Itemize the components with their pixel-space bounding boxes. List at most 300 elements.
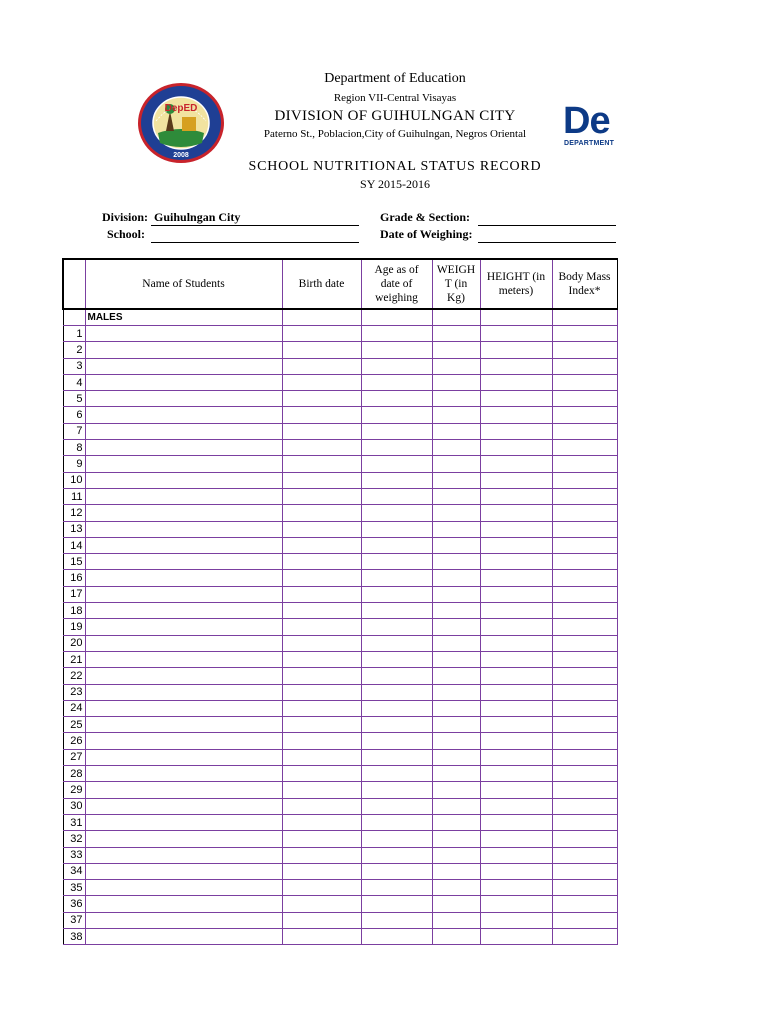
weight-cell[interactable] [432, 374, 480, 390]
weight-cell[interactable] [432, 717, 480, 733]
weight-cell[interactable] [432, 342, 480, 358]
birth-date-cell[interactable] [282, 326, 361, 342]
division-underline [151, 225, 359, 226]
birth-date-cell[interactable] [282, 391, 361, 407]
height-cell[interactable] [480, 798, 552, 814]
student-name-cell[interactable] [85, 342, 282, 358]
bmi-cell[interactable] [552, 863, 617, 879]
row-number: 37 [63, 912, 85, 928]
table-row [63, 912, 617, 928]
weight-cell[interactable] [432, 537, 480, 553]
table-cell [552, 309, 617, 326]
bmi-cell[interactable] [552, 326, 617, 342]
height-cell[interactable] [480, 684, 552, 700]
height-cell[interactable] [480, 717, 552, 733]
bmi-cell[interactable] [552, 896, 617, 912]
age-cell[interactable] [361, 635, 432, 651]
height-cell[interactable] [480, 700, 552, 716]
weight-cell[interactable] [432, 782, 480, 798]
age-cell[interactable] [361, 912, 432, 928]
student-name-cell[interactable] [85, 603, 282, 619]
birth-date-cell[interactable] [282, 570, 361, 586]
student-name-cell[interactable] [85, 700, 282, 716]
row-number: 6 [63, 407, 85, 423]
weight-cell[interactable] [432, 798, 480, 814]
student-name-cell[interactable] [85, 635, 282, 651]
height-cell[interactable] [480, 537, 552, 553]
col-header-birthdate: Birth date [282, 259, 361, 309]
student-name-cell[interactable] [85, 374, 282, 390]
row-number: 27 [63, 749, 85, 765]
height-cell[interactable] [480, 505, 552, 521]
weight-cell[interactable] [432, 505, 480, 521]
student-name-cell[interactable] [85, 440, 282, 456]
age-cell[interactable] [361, 521, 432, 537]
row-number: 12 [63, 505, 85, 521]
table-row [63, 358, 617, 374]
bmi-cell[interactable] [552, 407, 617, 423]
bmi-cell[interactable] [552, 456, 617, 472]
row-number: 17 [63, 586, 85, 602]
student-name-cell[interactable] [85, 847, 282, 863]
weight-cell[interactable] [432, 831, 480, 847]
age-cell[interactable] [361, 505, 432, 521]
bmi-cell[interactable] [552, 831, 617, 847]
table-row [63, 603, 617, 619]
weight-cell[interactable] [432, 619, 480, 635]
age-cell[interactable] [361, 472, 432, 488]
deped-logo [560, 100, 620, 152]
row-number: 20 [63, 635, 85, 651]
birth-date-cell[interactable] [282, 896, 361, 912]
age-cell[interactable] [361, 619, 432, 635]
birth-date-cell[interactable] [282, 847, 361, 863]
birth-date-cell[interactable] [282, 782, 361, 798]
age-cell[interactable] [361, 880, 432, 896]
col-header-name: Name of Students [85, 259, 282, 309]
height-cell[interactable] [480, 635, 552, 651]
age-cell[interactable] [361, 488, 432, 504]
height-cell[interactable] [480, 358, 552, 374]
bmi-cell[interactable] [552, 521, 617, 537]
weight-cell[interactable] [432, 766, 480, 782]
birth-date-cell[interactable] [282, 766, 361, 782]
weight-cell[interactable] [432, 684, 480, 700]
height-cell[interactable] [480, 782, 552, 798]
row-number: 9 [63, 456, 85, 472]
age-cell[interactable] [361, 896, 432, 912]
row-number: 1 [63, 326, 85, 342]
student-name-cell[interactable] [85, 928, 282, 944]
weight-cell[interactable] [432, 488, 480, 504]
birth-date-cell[interactable] [282, 798, 361, 814]
weight-cell[interactable] [432, 896, 480, 912]
age-cell[interactable] [361, 847, 432, 863]
birth-date-cell[interactable] [282, 928, 361, 944]
age-cell[interactable] [361, 570, 432, 586]
student-name-cell[interactable] [85, 651, 282, 667]
student-name-cell[interactable] [85, 863, 282, 879]
birth-date-cell[interactable] [282, 912, 361, 928]
student-name-cell[interactable] [85, 586, 282, 602]
student-name-cell[interactable] [85, 766, 282, 782]
seal-year-text: 2008 [173, 152, 189, 159]
birth-date-cell[interactable] [282, 505, 361, 521]
student-name-cell[interactable] [85, 456, 282, 472]
student-name-cell[interactable] [85, 537, 282, 553]
bmi-cell[interactable] [552, 472, 617, 488]
table-row [63, 798, 617, 814]
height-cell[interactable] [480, 668, 552, 684]
height-cell[interactable] [480, 912, 552, 928]
height-cell[interactable] [480, 847, 552, 863]
height-cell[interactable] [480, 423, 552, 439]
table-row [63, 326, 617, 342]
age-cell[interactable] [361, 374, 432, 390]
row-number: 29 [63, 782, 85, 798]
bmi-cell[interactable] [552, 505, 617, 521]
height-cell[interactable] [480, 472, 552, 488]
student-name-cell[interactable] [85, 896, 282, 912]
table-row [63, 684, 617, 700]
age-cell[interactable] [361, 766, 432, 782]
table-row [63, 537, 617, 553]
age-cell[interactable] [361, 326, 432, 342]
weight-cell[interactable] [432, 358, 480, 374]
age-cell[interactable] [361, 717, 432, 733]
height-cell[interactable] [480, 651, 552, 667]
birth-date-cell[interactable] [282, 700, 361, 716]
row-number: 22 [63, 668, 85, 684]
weight-cell[interactable] [432, 700, 480, 716]
bmi-cell[interactable] [552, 488, 617, 504]
age-cell[interactable] [361, 700, 432, 716]
birth-date-cell[interactable] [282, 537, 361, 553]
birth-date-cell[interactable] [282, 880, 361, 896]
division-name: DIVISION OF GUIHULNGAN CITY [274, 108, 516, 124]
bmi-cell[interactable] [552, 733, 617, 749]
weight-cell[interactable] [432, 635, 480, 651]
table-row [63, 488, 617, 504]
bmi-cell[interactable] [552, 635, 617, 651]
row-number: 23 [63, 684, 85, 700]
weight-cell[interactable] [432, 733, 480, 749]
bmi-cell[interactable] [552, 619, 617, 635]
table-row [63, 456, 617, 472]
table-row [63, 521, 617, 537]
height-cell[interactable] [480, 749, 552, 765]
height-cell[interactable] [480, 521, 552, 537]
age-cell[interactable] [361, 798, 432, 814]
weight-cell[interactable] [432, 749, 480, 765]
birth-date-cell[interactable] [282, 456, 361, 472]
section-row-males [63, 309, 617, 326]
age-cell[interactable] [361, 651, 432, 667]
table-row [63, 505, 617, 521]
bmi-cell[interactable] [552, 586, 617, 602]
bmi-cell[interactable] [552, 847, 617, 863]
section-number-cell [63, 309, 85, 326]
bmi-cell[interactable] [552, 684, 617, 700]
age-cell[interactable] [361, 863, 432, 879]
height-cell[interactable] [480, 586, 552, 602]
form-title: SCHOOL NUTRITIONAL STATUS RECORD [248, 159, 542, 174]
birth-date-cell[interactable] [282, 749, 361, 765]
weight-cell[interactable] [432, 912, 480, 928]
bmi-cell[interactable] [552, 570, 617, 586]
height-cell[interactable] [480, 766, 552, 782]
bmi-cell[interactable] [552, 423, 617, 439]
bmi-cell[interactable] [552, 912, 617, 928]
row-number: 16 [63, 570, 85, 586]
height-cell[interactable] [480, 619, 552, 635]
birth-date-cell[interactable] [282, 586, 361, 602]
weight-cell[interactable] [432, 928, 480, 944]
bmi-cell[interactable] [552, 391, 617, 407]
birth-date-cell[interactable] [282, 684, 361, 700]
weight-cell[interactable] [432, 880, 480, 896]
grade-section-label: Grade & Section: [380, 210, 470, 224]
height-cell[interactable] [480, 733, 552, 749]
bmi-cell[interactable] [552, 700, 617, 716]
row-number: 35 [63, 880, 85, 896]
age-cell[interactable] [361, 440, 432, 456]
bmi-cell[interactable] [552, 928, 617, 944]
bmi-cell[interactable] [552, 440, 617, 456]
division-seal-logo [136, 81, 226, 165]
student-name-cell[interactable] [85, 554, 282, 570]
weight-cell[interactable] [432, 472, 480, 488]
height-cell[interactable] [480, 374, 552, 390]
birth-date-cell[interactable] [282, 619, 361, 635]
birth-date-cell[interactable] [282, 423, 361, 439]
col-header-bmi: Body Mass Index* [552, 259, 617, 309]
weight-cell[interactable] [432, 554, 480, 570]
table-cell [480, 309, 552, 326]
student-name-cell[interactable] [85, 391, 282, 407]
bmi-cell[interactable] [552, 537, 617, 553]
height-cell[interactable] [480, 326, 552, 342]
table-row [63, 733, 617, 749]
student-name-cell[interactable] [85, 505, 282, 521]
student-name-cell[interactable] [85, 521, 282, 537]
school-label: School: [107, 227, 146, 241]
student-name-cell[interactable] [85, 749, 282, 765]
school-year: SY 2015-2016 [360, 177, 430, 191]
table-cell [361, 309, 432, 326]
birth-date-cell[interactable] [282, 651, 361, 667]
birth-date-cell[interactable] [282, 733, 361, 749]
age-cell[interactable] [361, 456, 432, 472]
row-number: 34 [63, 863, 85, 879]
height-cell[interactable] [480, 863, 552, 879]
student-name-cell[interactable] [85, 782, 282, 798]
student-name-cell[interactable] [85, 733, 282, 749]
age-cell[interactable] [361, 342, 432, 358]
height-cell[interactable] [480, 814, 552, 830]
age-cell[interactable] [361, 684, 432, 700]
weight-cell[interactable] [432, 423, 480, 439]
height-cell[interactable] [480, 488, 552, 504]
age-cell[interactable] [361, 391, 432, 407]
height-cell[interactable] [480, 570, 552, 586]
student-name-cell[interactable] [85, 684, 282, 700]
birth-date-cell[interactable] [282, 635, 361, 651]
height-cell[interactable] [480, 554, 552, 570]
student-name-cell[interactable] [85, 407, 282, 423]
bmi-cell[interactable] [552, 668, 617, 684]
table-row [63, 472, 617, 488]
birth-date-cell[interactable] [282, 342, 361, 358]
height-cell[interactable] [480, 831, 552, 847]
birth-date-cell[interactable] [282, 668, 361, 684]
weight-cell[interactable] [432, 668, 480, 684]
height-cell[interactable] [480, 880, 552, 896]
birth-date-cell[interactable] [282, 374, 361, 390]
bmi-cell[interactable] [552, 798, 617, 814]
student-name-cell[interactable] [85, 814, 282, 830]
table-row [63, 391, 617, 407]
row-number: 31 [63, 814, 85, 830]
weight-cell[interactable] [432, 440, 480, 456]
row-number: 13 [63, 521, 85, 537]
weight-cell[interactable] [432, 863, 480, 879]
bmi-cell[interactable] [552, 374, 617, 390]
height-cell[interactable] [480, 896, 552, 912]
weight-cell[interactable] [432, 521, 480, 537]
row-number: 8 [63, 440, 85, 456]
row-number: 7 [63, 423, 85, 439]
table-cell [432, 309, 480, 326]
bmi-cell[interactable] [552, 342, 617, 358]
weight-cell[interactable] [432, 570, 480, 586]
student-name-cell[interactable] [85, 717, 282, 733]
bmi-cell[interactable] [552, 749, 617, 765]
bmi-cell[interactable] [552, 880, 617, 896]
birth-date-cell[interactable] [282, 521, 361, 537]
table-row [63, 814, 617, 830]
weight-cell[interactable] [432, 603, 480, 619]
school-underline [151, 242, 359, 243]
age-cell[interactable] [361, 407, 432, 423]
grade-section-underline [478, 225, 616, 226]
height-cell[interactable] [480, 928, 552, 944]
age-cell[interactable] [361, 814, 432, 830]
table-row [63, 440, 617, 456]
row-number: 18 [63, 603, 85, 619]
birth-date-cell[interactable] [282, 358, 361, 374]
bmi-cell[interactable] [552, 814, 617, 830]
table-row [63, 619, 617, 635]
bmi-cell[interactable] [552, 651, 617, 667]
col-header-height: HEIGHT (in meters) [480, 259, 552, 309]
birth-date-cell[interactable] [282, 488, 361, 504]
weight-cell[interactable] [432, 391, 480, 407]
student-name-cell[interactable] [85, 570, 282, 586]
birth-date-cell[interactable] [282, 717, 361, 733]
age-cell[interactable] [361, 668, 432, 684]
row-number: 24 [63, 700, 85, 716]
birth-date-cell[interactable] [282, 554, 361, 570]
age-cell[interactable] [361, 928, 432, 944]
height-cell[interactable] [480, 440, 552, 456]
weight-cell[interactable] [432, 586, 480, 602]
weight-cell[interactable] [432, 651, 480, 667]
bmi-cell[interactable] [552, 603, 617, 619]
age-cell[interactable] [361, 603, 432, 619]
birth-date-cell[interactable] [282, 603, 361, 619]
division-value[interactable]: Guihulngan City [154, 210, 241, 224]
age-cell[interactable] [361, 554, 432, 570]
student-name-cell[interactable] [85, 423, 282, 439]
student-name-cell[interactable] [85, 326, 282, 342]
weight-cell[interactable] [432, 456, 480, 472]
division-label: Division: [102, 210, 149, 224]
student-name-cell[interactable] [85, 912, 282, 928]
student-name-cell[interactable] [85, 798, 282, 814]
date-weighing-underline [478, 242, 616, 243]
bmi-cell[interactable] [552, 554, 617, 570]
bmi-cell[interactable] [552, 358, 617, 374]
student-name-cell[interactable] [85, 880, 282, 896]
table-row [63, 749, 617, 765]
weight-cell[interactable] [432, 407, 480, 423]
weight-cell[interactable] [432, 326, 480, 342]
age-cell[interactable] [361, 782, 432, 798]
row-number: 33 [63, 847, 85, 863]
age-cell[interactable] [361, 831, 432, 847]
height-cell[interactable] [480, 407, 552, 423]
student-name-cell[interactable] [85, 831, 282, 847]
student-name-cell[interactable] [85, 488, 282, 504]
division-address: Paterno St., Poblacion,City of Guihulngan, Negros Oriental [263, 128, 527, 140]
birth-date-cell[interactable] [282, 440, 361, 456]
birth-date-cell[interactable] [282, 407, 361, 423]
bmi-cell[interactable] [552, 782, 617, 798]
birth-date-cell[interactable] [282, 863, 361, 879]
table-row [63, 374, 617, 390]
weight-cell[interactable] [432, 847, 480, 863]
height-cell[interactable] [480, 603, 552, 619]
height-cell[interactable] [480, 391, 552, 407]
student-name-cell[interactable] [85, 668, 282, 684]
student-name-cell[interactable] [85, 358, 282, 374]
table-header-row [63, 259, 617, 309]
age-cell[interactable] [361, 733, 432, 749]
weight-cell[interactable] [432, 814, 480, 830]
age-cell[interactable] [361, 537, 432, 553]
bmi-cell[interactable] [552, 717, 617, 733]
height-cell[interactable] [480, 456, 552, 472]
student-name-cell[interactable] [85, 619, 282, 635]
section-label-males: MALES [85, 309, 282, 326]
age-cell[interactable] [361, 586, 432, 602]
age-cell[interactable] [361, 423, 432, 439]
row-number: 25 [63, 717, 85, 733]
row-number: 14 [63, 537, 85, 553]
deped-logo-subtext: DEPARTMENT [564, 140, 615, 147]
height-cell[interactable] [480, 342, 552, 358]
row-number: 15 [63, 554, 85, 570]
row-number: 2 [63, 342, 85, 358]
birth-date-cell[interactable] [282, 814, 361, 830]
bmi-cell[interactable] [552, 766, 617, 782]
age-cell[interactable] [361, 358, 432, 374]
birth-date-cell[interactable] [282, 831, 361, 847]
student-name-cell[interactable] [85, 472, 282, 488]
age-cell[interactable] [361, 749, 432, 765]
birth-date-cell[interactable] [282, 472, 361, 488]
